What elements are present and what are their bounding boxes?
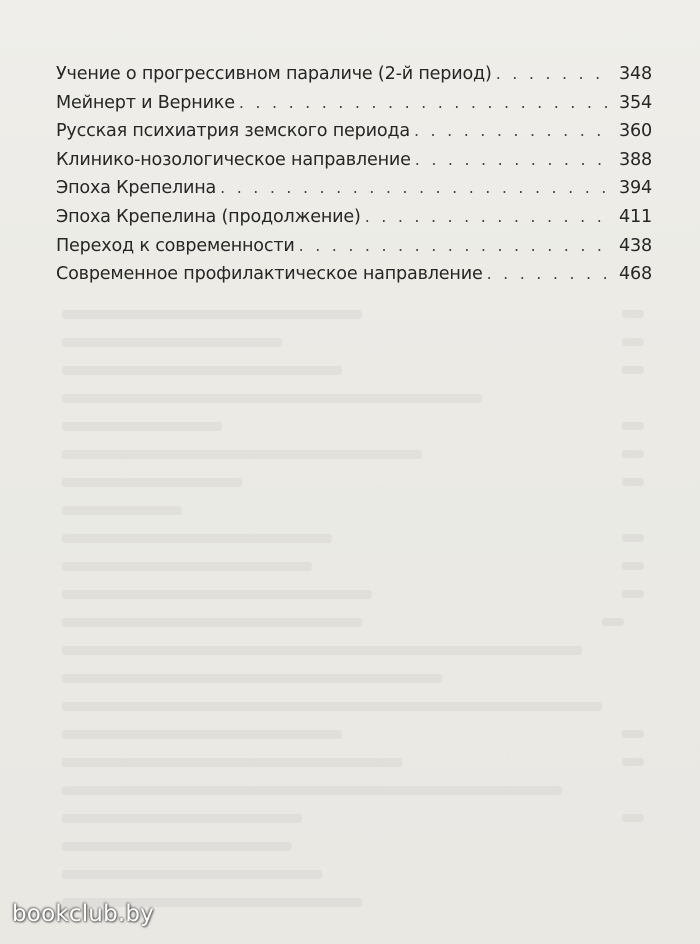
- toc-entry-title: Клинико-нозологическое направление: [56, 149, 411, 170]
- toc-entry: [56, 207, 652, 236]
- toc-entry: [56, 93, 652, 122]
- toc-entry-page: 438: [619, 235, 652, 256]
- toc-entry-title: Русская психиатрия земского периода: [56, 121, 410, 142]
- toc-entry: [56, 64, 652, 93]
- toc-dot-leader: [299, 236, 613, 255]
- toc-dot-leader: [239, 93, 613, 112]
- toc-entry-title: Учение о прогрессивном параличе (2-й период): [56, 64, 492, 84]
- table-of-contents: [56, 64, 652, 293]
- toc-entry-page: 388: [619, 149, 652, 170]
- toc-entry-page: 360: [619, 121, 652, 142]
- toc-entry-page: 348: [619, 64, 652, 84]
- toc-entry: [56, 178, 652, 207]
- toc-dot-leader: [487, 264, 613, 283]
- toc-entry-page: 411: [619, 206, 652, 227]
- toc-entry: [56, 236, 652, 265]
- toc-dot-leader: [415, 150, 613, 169]
- toc-dot-leader: [220, 178, 613, 197]
- toc-entry: [56, 264, 652, 293]
- toc-dot-leader: [414, 121, 613, 140]
- toc-entry-title: Эпоха Крепелина (продолжение): [56, 206, 361, 227]
- toc-entry-page: 394: [619, 178, 652, 199]
- toc-entry-title: Мейнерт и Вернике: [56, 92, 235, 113]
- toc-entry-page: 354: [619, 92, 652, 113]
- site-watermark: bookclub.by: [12, 901, 154, 927]
- toc-entry-title: Переход к современности: [56, 235, 295, 256]
- toc-entry: [56, 150, 652, 179]
- reverse-side-bleed-through: [62, 300, 662, 944]
- toc-entry-page: 468: [619, 264, 652, 285]
- toc-entry-title: Современное профилактическое направление: [56, 264, 483, 285]
- toc-dot-leader: [365, 207, 613, 226]
- toc-dot-leader: [496, 64, 613, 83]
- toc-entry-title: Эпоха Крепелина: [56, 178, 217, 199]
- toc-entry: [56, 121, 652, 150]
